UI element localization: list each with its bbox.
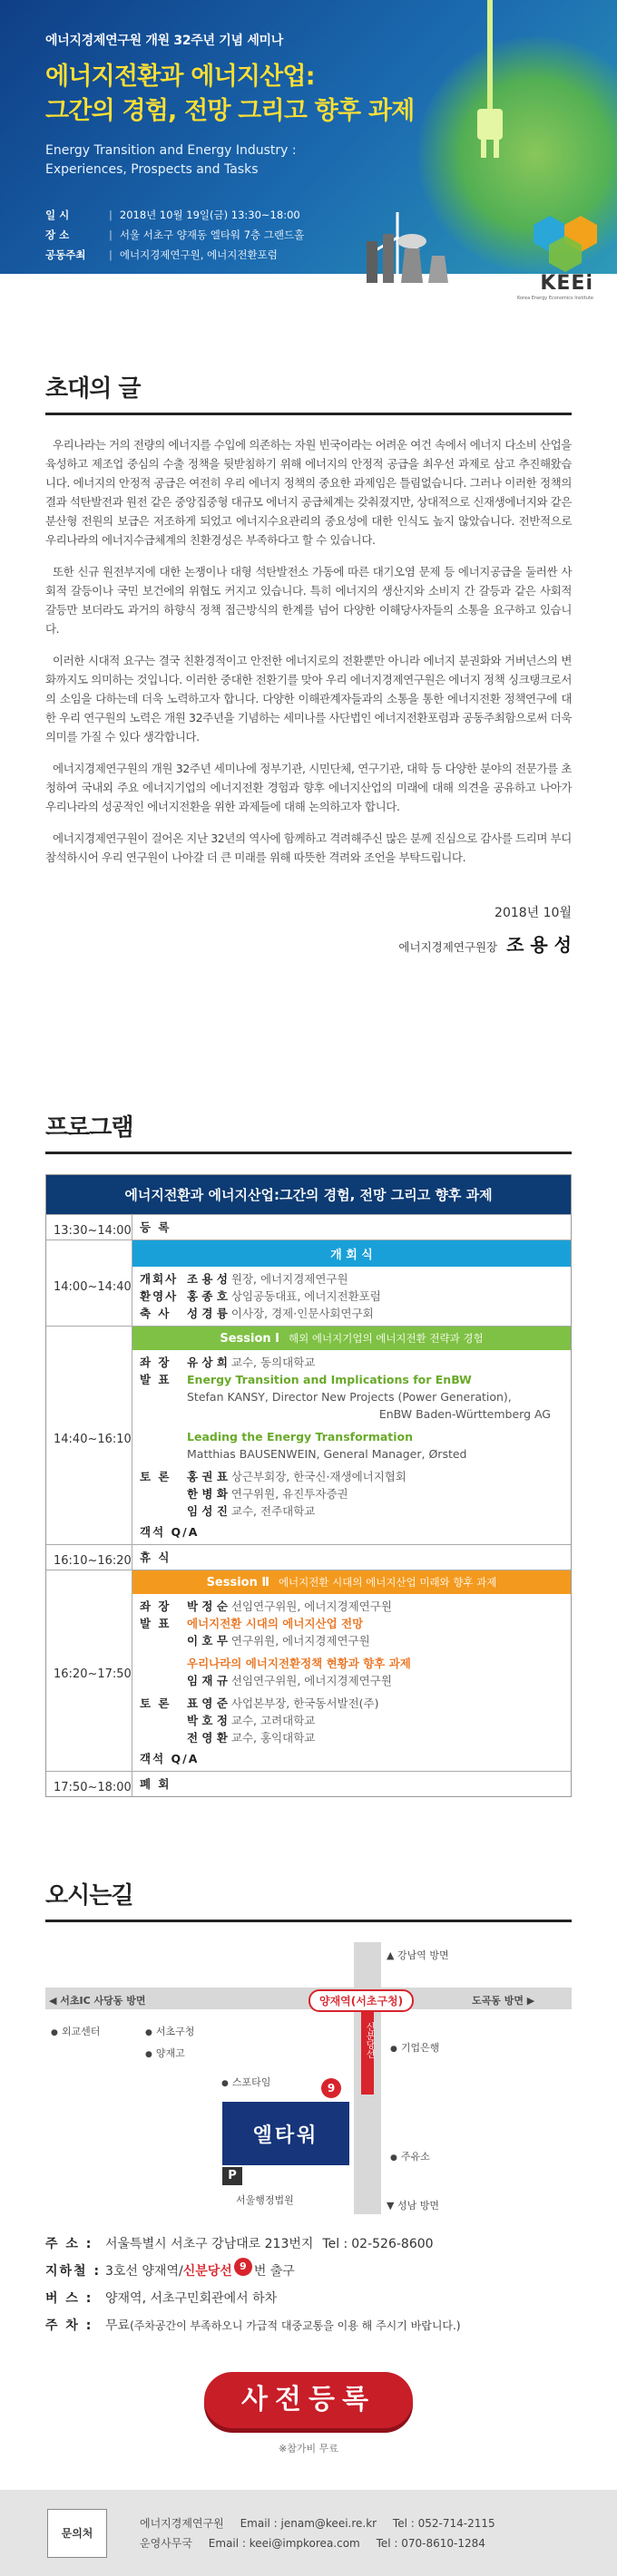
person-desc: 상근부회장, 한국신·재생에너지협회 [227,1470,406,1483]
parking-key: 주 차 : [45,2318,93,2333]
letter-paragraph: 에너지경제연구원의 개원 32주년 세미나에 정부기관, 시민단체, 연구기관, 대학 등 다양한 분야의 전문가를 초청하여 국내외 주요 에너지기업의 에너지전환 경험과 향후 에너지산업의 미래에 대해 의견을 공유하고 나아가 우리나라의 성공적인 에너지전환을 위한 과제들에 대해 논의하고자 합니다. [45,762,572,813]
direction-north: ▲ 강남역 방면 [387,1949,449,1961]
person-desc: 상임공동대표, 에너지전환포럼 [227,1289,381,1303]
person-name: 표 영 준 [187,1696,228,1710]
parking-value: 무료 [105,2318,131,2333]
place-marker: ● 기업은행 [390,2040,439,2055]
letter-date: 2018년 10월 [495,906,572,920]
invitation-section [0,345,617,957]
footer [0,2490,617,2576]
event-info [45,205,472,265]
directions-section [0,1852,617,2455]
speaker: Stefan KANSY, Director New Projects (Power Generation), [187,1390,512,1404]
discuss-line [140,1712,563,1729]
person-desc: 교수, 고려대학교 [227,1714,316,1727]
contact-email[interactable]: Email : keei@impkorea.com [208,2536,360,2550]
location-map[interactable] [45,1942,572,2214]
exit-9-badge: 9 [234,2258,252,2276]
register-note: ※참가비 무료 [279,2443,338,2454]
parking-icon: P [222,2167,242,2185]
row-label: 휴 식 [140,1550,171,1564]
role-label: 개회사 [140,1272,179,1286]
row-label: 등 록 [140,1220,171,1234]
hero-title-line1: 에너지전환과 에너지산업: [45,63,315,91]
place-marker: ● 양재고 [145,2046,185,2060]
person-name: 박 정 순 [187,1599,228,1613]
info-separator: | [109,209,113,221]
directions-title: 오시는길 [45,1852,572,1922]
info-key: 일 시 [45,209,70,221]
person-desc: 교수, 홍익대학교 [227,1731,316,1745]
hero-bottom-strip [0,274,617,345]
letter-signer [45,930,572,957]
place-marker: ● 외교센터 [51,2024,100,2038]
person-desc: 선임연구위원, 에너지경제연구원 [227,1599,392,1613]
info-key: 공동주최 [45,248,86,261]
program-title: 프로그램 [45,1084,572,1154]
subway-key: 지하철 : [45,2264,102,2279]
program-table-title: 에너지전환과 에너지산업:그간의 경험, 전망 그리고 향후 과제 [46,1175,571,1214]
contact-org: 에너지경제연구원 [140,2516,224,2530]
session-label: Session Ⅰ [220,1332,280,1346]
chair-line [140,1354,563,1371]
hero-english-title [45,141,472,180]
subway-line: 3호선 양재역/ [105,2264,183,2279]
opening-line [140,1288,563,1305]
program-row-session1 [46,1326,571,1544]
ltower-building: 엘타워 [222,2102,349,2165]
role-label: 환영사 [140,1289,179,1303]
person-desc: 연구위원, 에너지경제연구원 [227,1634,370,1648]
address-row [45,2231,572,2258]
direction-label: 강남역 방면 [397,1949,449,1961]
program-section [0,1084,617,1797]
signer-name: 조 용 성 [506,934,572,956]
direction-west: ◀ 서초IC 사당동 방면 [49,1995,146,2007]
opening-line [140,1270,563,1288]
event-info-hosts [45,245,472,265]
bus-key: 버 스 : [45,2291,93,2306]
speaker-line [140,1632,563,1649]
program-row-closing [46,1771,571,1796]
invitation-letter [45,415,572,867]
event-info-date [45,205,472,225]
program-table [45,1174,572,1797]
row-time: 17:50~18:00 [46,1772,132,1796]
discuss-line [140,1468,563,1485]
info-key: 장 소 [45,228,70,241]
letter-paragraph: 또한 신규 원전부지에 대한 논쟁이나 대형 석탄발전소 가동에 따른 대기오염 문제 등 에너지공급을 둘러싼 사회적 갈등이나 국민 보건에의 위협도 커지고 있습니다. 특히 에너지의 생산지와 소비지 간 갈등과 같은 사회적 갈등만 보더라도 과거의 하향식 정책 접근방식의 한계를 넘어 다양한 이해당사자들의 소통을 요구하고 있습니다. [45,565,572,636]
tel-label: Tel : [322,2237,348,2251]
pre-register-button[interactable]: 사전등록 [204,2372,413,2428]
program-row-registration [46,1214,571,1239]
direction-east: 도곡동 방면 ▶ [472,1995,535,2007]
role-label: 좌 장 [140,1356,171,1369]
role-label: 좌 장 [140,1599,171,1613]
opening-line [140,1305,563,1322]
role-label: 토 론 [140,1470,171,1483]
discuss-line [140,1729,563,1746]
session-subtitle: 해외 에너지기업의 에너지전환 전략과 경험 [289,1332,484,1345]
person-name: 홍 종 호 [187,1289,228,1303]
program-row-opening [46,1239,571,1326]
talk-title: 우리나라의 에너지전환정책 현황과 향후 과제 [187,1657,411,1670]
row-time: 14:00~14:40 [46,1240,132,1326]
info-value: 서울 서초구 양재동 엘타워 7층 그랜드홀 [119,228,305,241]
hero-en-line2: Experiences, Prospects and Tasks [45,162,259,177]
contact-tel: Tel : 052-714-2115 [392,2516,495,2530]
row-time: 14:40~16:10 [46,1327,132,1544]
chair-line [140,1598,563,1615]
session1-bar [132,1327,571,1350]
contact-tel: Tel : 070-8610-1284 [376,2536,485,2550]
qa-line [140,1523,563,1541]
direction-label: 서초IC 사당동 방면 [60,1995,146,2007]
session-subtitle: 에너지전환 시대의 에너지산업 미래와 향후 과제 [278,1576,497,1589]
discuss-line [140,1695,563,1712]
signer-title: 에너지경제연구원장 [398,940,498,954]
talk-title: 에너지전환 시대의 에너지산업 전망 [187,1617,364,1630]
place-marker: ● 스포타임 [221,2075,270,2089]
qa-line [140,1750,563,1767]
tel-value[interactable]: 02-526-8600 [351,2237,434,2251]
hero-title-line2: 그간의 경험, 전망 그리고 향후 과제 [45,97,415,125]
role-label: 발 표 [140,1617,171,1630]
subway-red-line: 신분당선 [182,2264,232,2279]
info-value: 2018년 10월 19일(금) 13:30~18:00 [119,209,300,221]
place-marker: ● 주유소 [390,2149,430,2163]
speaker-line [140,1672,563,1689]
letter-paragraph: 우리나라는 거의 전량의 에너지를 수입에 의존하는 자원 빈국이라는 어려운 여건 속에서 에너지 다소비 산업을 육성하고 제조업 중심의 수출 정책을 뒷받침하기 위해 에너지의 안정적 공급을 최우선 과제로 삼고 추진해왔습니다. 에너지의 안정적 공급은 여전히 우리 에너지 정책의 중요한 과제임은 틀림없습니다. 그러나 이러한 정책의 결과 석탄발전과 원전 같은 중앙집중형 대규모 에너지 공급체계는 갖춰졌지만, 상대적으로 신재생에너지와 같은 분산형 전원의 보급은 저조하게 되었고 에너지수요관리의 중요성에 대한 인식도 높지 않았습니다. 전반적으로 우리나라의 에너지수급체계의 친환경성은 부족하다고 할 수 있습니다. [45,438,572,547]
talk-title: Energy Transition and Implications for EnBW [187,1373,472,1386]
address-key: 주 소 : [45,2237,93,2251]
talk-line [140,1428,563,1445]
person-name: 홍 권 표 [187,1470,228,1483]
place-marker: 서울행정법원 [236,2194,294,2206]
logo-name: KEEi [540,272,593,295]
discuss-line [140,1485,563,1502]
speaker-line [140,1388,563,1405]
yangjae-station: 양재역(서초구청) [308,1989,414,2012]
qa-label: 객석 Q/A [140,1525,200,1539]
talk-line [140,1615,563,1632]
program-row-break [46,1544,571,1570]
row-time: 16:10~16:20 [46,1545,132,1570]
talk-title: Leading the Energy Transformation [187,1430,414,1444]
subway-row [45,2258,572,2285]
row-time: 16:20~17:50 [46,1570,132,1771]
qa-label: 객석 Q/A [140,1752,200,1765]
address-value: 서울특별시 서초구 강남대로 213번지 [105,2237,314,2251]
person-desc: 사업본부장, 한국동서발전(주) [227,1696,379,1710]
speaker-line [140,1405,563,1423]
row-label: 폐 회 [140,1777,171,1791]
role-label: 축 사 [140,1307,171,1320]
letter-paragraph: 이러한 시대적 요구는 결국 친환경적이고 안전한 에너지로의 전환뿐만 아니라 에너지 분권화와 거버넌스의 변화까지도 의미하는 것입니다. 이러한 중대한 전환기를 맞아 우리 에너지경제연구원은 에너지 정책 싱크탱크로서의 소임을 다하는데 더욱 노력하고자 합니다. 다양한 이해관계자들과의 소통을 통한 에너지전환 정책연구에 대한 우리 연구원의 노력은 개원 32주년을 기념하는 세미나를 사단법인 에너지전환포럼과 공동주최함으로써 더욱 의미를 가질 수 있다 생각합니다. [45,654,572,744]
invitation-title: 초대의 글 [45,345,572,415]
logo-subtitle: Korea Energy Economics Institute [516,296,593,301]
direction-label: 성남 방면 [397,2200,439,2211]
place-marker: ● 서초구청 [145,2024,194,2038]
direction-label: 도곡동 방면 [472,1995,524,2007]
power-plug-icon [472,0,508,172]
person-name: 임 성 진 [187,1504,228,1518]
hero-text-block [45,31,472,265]
hero-en-line1: Energy Transition and Energy Industry : [45,143,297,158]
exit-9-icon: 9 [321,2078,341,2098]
opening-bar: 개 회 식 [132,1240,571,1267]
speaker: Matthias BAUSENWEIN, General Manager, Ørsted [187,1447,467,1461]
person-name: 한 병 화 [187,1487,228,1501]
hero-title [45,60,472,129]
hero-kicker: 에너지경제연구원 개원 32주년 기념 세미나 [45,34,283,48]
person-name: 임 재 규 [187,1674,228,1687]
address-block [45,2231,572,2339]
event-info-venue [45,225,472,245]
talk-line [140,1371,563,1388]
person-desc: 이사장, 경제·인문사회연구회 [227,1307,374,1320]
info-separator: | [109,248,113,261]
role-label: 토 론 [140,1696,171,1710]
contact-line [140,2533,495,2553]
person-name: 박 호 정 [187,1714,228,1727]
session-label: Session Ⅱ [206,1576,269,1589]
person-desc: 선임연구위원, 에너지경제연구원 [227,1674,392,1687]
discuss-line [140,1502,563,1520]
person-name: 전 영 환 [187,1731,228,1745]
info-value: 에너지경제연구원, 에너지전환포럼 [119,248,278,261]
parking-note: (주차공간이 부족하오니 가급적 대중교통을 이용 해 주시기 바랍니다.) [130,2319,461,2332]
contact-email[interactable]: Email : jenam@keei.re.kr [240,2516,377,2530]
info-separator: | [109,228,113,241]
speaker-line [140,1445,563,1463]
talk-line [140,1655,563,1672]
role-label: 발 표 [140,1373,171,1386]
letter-paragraph: 에너지경제연구원이 걸어온 지난 32년의 역사에 함께하고 격려해주신 많은 분께 진심으로 감사를 드리며 부디 참석하시어 우리 연구원이 나아갈 더 큰 미래를 위해 따뜻한 격려와 조언을 부탁드립니다. [45,831,572,864]
register-area [45,2372,572,2455]
person-desc: 교수, 동의대학교 [227,1356,316,1369]
subway-exit-text: 번 출구 [253,2264,295,2279]
row-time: 13:30~14:00 [46,1215,132,1239]
contact-button[interactable]: 문의처 [47,2509,107,2558]
speaker-org: EnBW Baden-Württemberg AG [378,1407,551,1421]
person-name: 이 호 무 [187,1634,228,1648]
section-spacer [0,1797,617,1852]
person-name: 성 경 륭 [187,1307,228,1320]
person-name: 조 용 성 [187,1272,228,1286]
direction-south: ▼ 성남 방면 [387,2200,439,2211]
bus-row [45,2285,572,2312]
program-row-session2 [46,1570,571,1771]
section-spacer [0,957,617,1084]
session2-bar [132,1570,571,1594]
contact-line [140,2513,495,2533]
person-desc: 연구위원, 유진투자증권 [227,1487,348,1501]
person-desc: 교수, 전주대학교 [227,1504,316,1518]
bus-value: 양재역, 서초구민회관에서 하차 [105,2291,278,2306]
contact-org: 운영사무국 [140,2536,192,2550]
person-name: 유 상 희 [187,1356,228,1369]
parking-row [45,2312,572,2339]
hero-banner [0,0,617,345]
red-road-label: 신분당선 [364,2022,374,2058]
person-desc: 원장, 에너지경제연구원 [227,1272,348,1286]
